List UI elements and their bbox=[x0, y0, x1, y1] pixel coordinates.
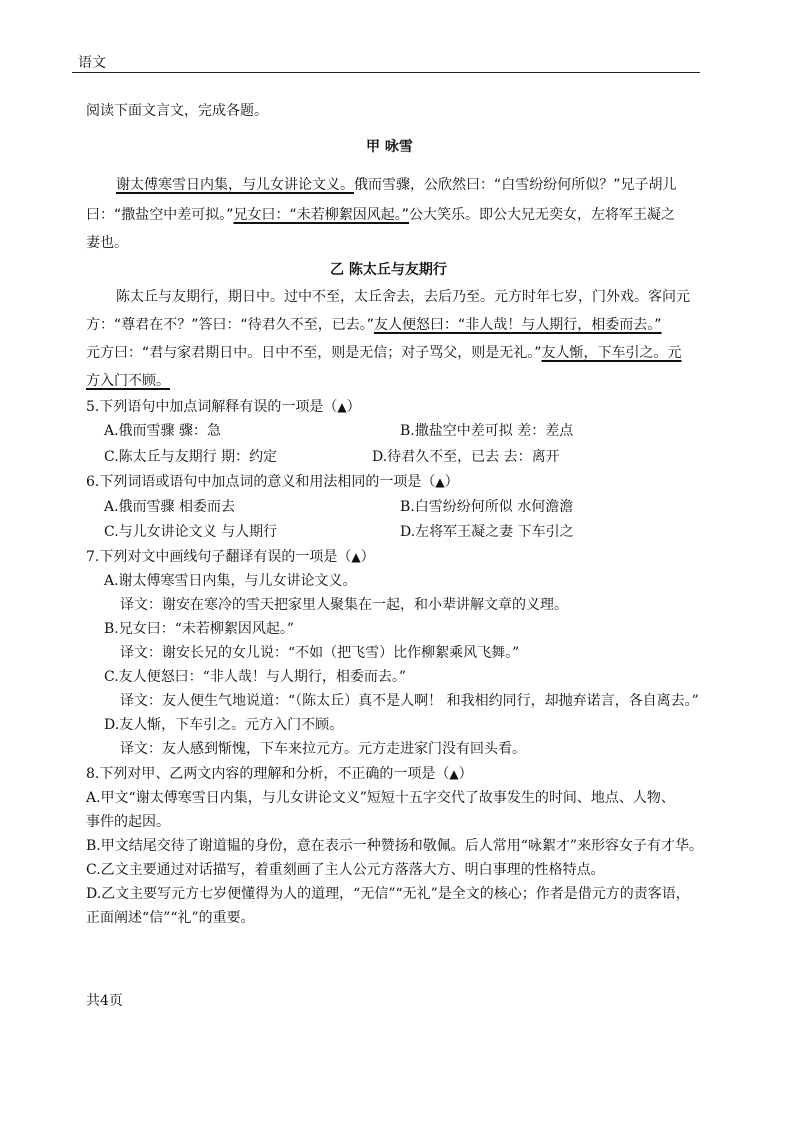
passage-b-line-4 bbox=[86, 370, 170, 390]
underlined-sentence: 友人惭，下车引之。元 bbox=[541, 345, 682, 361]
stem-close: ） bbox=[346, 399, 361, 415]
q7-stem bbox=[86, 546, 375, 566]
q5-stem bbox=[86, 396, 361, 416]
underlined-sentence: 兄女曰：“未若柳絮因风起。” bbox=[233, 207, 410, 223]
stem-text: 6.下列词语或语句中加点词的意义和用法相同的一项是（ bbox=[86, 474, 436, 490]
q8-option-d-line-2: 正面阐述“信”“礼”的重要。 bbox=[86, 910, 255, 926]
page-footer: 共4页 bbox=[86, 993, 123, 1009]
q7-option-b: B.兄女曰：“未若柳絮因风起。” bbox=[104, 621, 295, 637]
stem-close: ） bbox=[444, 474, 459, 490]
q8-option-c: C.乙文主要通过对话描写，着重刻画了主人公元方落落大方、明白事理的性格特点。 bbox=[86, 862, 605, 878]
passage-b-line-1: 陈太丘与友期行，期日中。过中不至，太丘舍去，去后乃至。元方时年七岁，门外戏。客问元 bbox=[116, 289, 690, 305]
q8-stem bbox=[86, 763, 473, 783]
passage-a-line-3: 妻也。 bbox=[86, 235, 128, 251]
stem-close: ） bbox=[360, 549, 375, 565]
q5-option-a: A.俄而雪骤 骤：急 bbox=[104, 423, 222, 439]
q5-option-b: B.撒盐空中差可拟 差：差点 bbox=[400, 423, 574, 439]
passage-b-line-3 bbox=[86, 342, 682, 362]
text-span: 俄而雪骤，公欣然曰：“白雪纷纷何所似？”兄子胡儿 bbox=[354, 177, 677, 193]
underlined-sentence: 方入门不顾。 bbox=[86, 373, 170, 389]
instruction: 阅读下面文言文，完成各题。 bbox=[86, 103, 268, 119]
stem-close: ） bbox=[458, 766, 473, 782]
q7-option-d: D.友人惭，下车引之。元方入门不顾。 bbox=[104, 717, 344, 733]
q7-option-a: A.谢太傅寒雪日内集，与儿女讲论文义。 bbox=[104, 573, 357, 589]
passage-a-line-1 bbox=[116, 174, 677, 194]
q6-option-d: D.左将军王凝之妻 下车引之 bbox=[400, 524, 574, 540]
q7-option-a-translation: 译文：谢安在寒冷的雪天把家里人聚集在一起，和小辈讲解文章的义理。 bbox=[120, 597, 568, 613]
text-span: 元方曰：“君与家君期日中。日中不至，则是无信；对子骂父，则是无礼。” bbox=[86, 345, 542, 361]
text-span: 方：“尊君在不？”答曰：“待君久不至，已去。” bbox=[86, 317, 375, 333]
q7-option-c: C.友人便怒曰：“非人哉！与人期行，相委而去。” bbox=[104, 669, 406, 685]
triangle-icon: ▲ bbox=[449, 767, 459, 781]
text-span: 公大笑乐。即公大兄无奕女，左将军王凝之 bbox=[409, 207, 676, 223]
q8-option-a-line-1: A.甲文“谢太傅寒雪日内集，与儿女讲论文义”短短十五字交代了故事发生的时间、地点、人物、 bbox=[86, 790, 675, 806]
q8-option-a-line-2: 事件的起因。 bbox=[86, 814, 170, 830]
q6-option-a: A.俄而雪骤 相委而去 bbox=[104, 499, 236, 515]
q7-option-c-translation: 译文：友人便生气地说道：“（陈太丘）真不是人啊！ 和我相约同行，却抛弃诺言，各自离去。” bbox=[120, 693, 699, 709]
text-span: 曰：“撒盐空中差可拟。” bbox=[86, 207, 234, 223]
page-header-subject: 语文 bbox=[78, 55, 106, 71]
q8-option-d-line-1: D.乙文主要写元方七岁便懂得为人的道理，“无信”“无礼”是全文的核心；作者是借元方的责客语， bbox=[86, 886, 690, 902]
triangle-icon: ▲ bbox=[435, 475, 445, 489]
q7-option-d-translation: 译文：友人感到惭愧，下车来拉元方。元方走进家门没有回头看。 bbox=[120, 741, 526, 757]
passage-b-title: 乙 陈太丘与友期行 bbox=[330, 262, 447, 278]
stem-text: 7.下列对文中画线句子翻译有误的一项是（ bbox=[86, 549, 352, 565]
triangle-icon: ▲ bbox=[337, 400, 347, 414]
stem-text: 8.下列对甲、乙两文内容的理解和分析，不正确的一项是（ bbox=[86, 766, 450, 782]
passage-a-line-2 bbox=[86, 204, 675, 224]
q6-stem bbox=[86, 471, 459, 491]
q6-option-b: B.白雪纷纷何所似 水何澹澹 bbox=[400, 499, 574, 515]
triangle-icon: ▲ bbox=[351, 550, 361, 564]
stem-text: 5.下列语句中加点词解释有误的一项是（ bbox=[86, 399, 338, 415]
q8-option-b: B.甲文结尾交待了谢道韫的身份，意在表示一种赞扬和敬佩。后人常用“咏絮才”来形容女子有才华。 bbox=[86, 838, 704, 854]
underlined-sentence: 友人便怒曰：“非人哉！与人期行，相委而去。” bbox=[374, 317, 662, 333]
q7-option-b-translation: 译文：谢安长兄的女儿说：“不如（把飞雪）比作柳絮乘风飞舞。” bbox=[120, 645, 520, 661]
q5-option-d: D.待君久不至，已去 去：离开 bbox=[372, 449, 560, 465]
passage-a-title: 甲 咏雪 bbox=[366, 139, 413, 155]
q5-option-c: C.陈太丘与友期行 期：约定 bbox=[104, 449, 278, 465]
header-rule bbox=[72, 72, 700, 73]
passage-b-line-2 bbox=[86, 314, 662, 334]
q6-option-c: C.与儿女讲论文义 与人期行 bbox=[104, 524, 278, 540]
underlined-sentence: 谢太傅寒雪日内集，与儿女讲论文义。 bbox=[116, 177, 354, 193]
